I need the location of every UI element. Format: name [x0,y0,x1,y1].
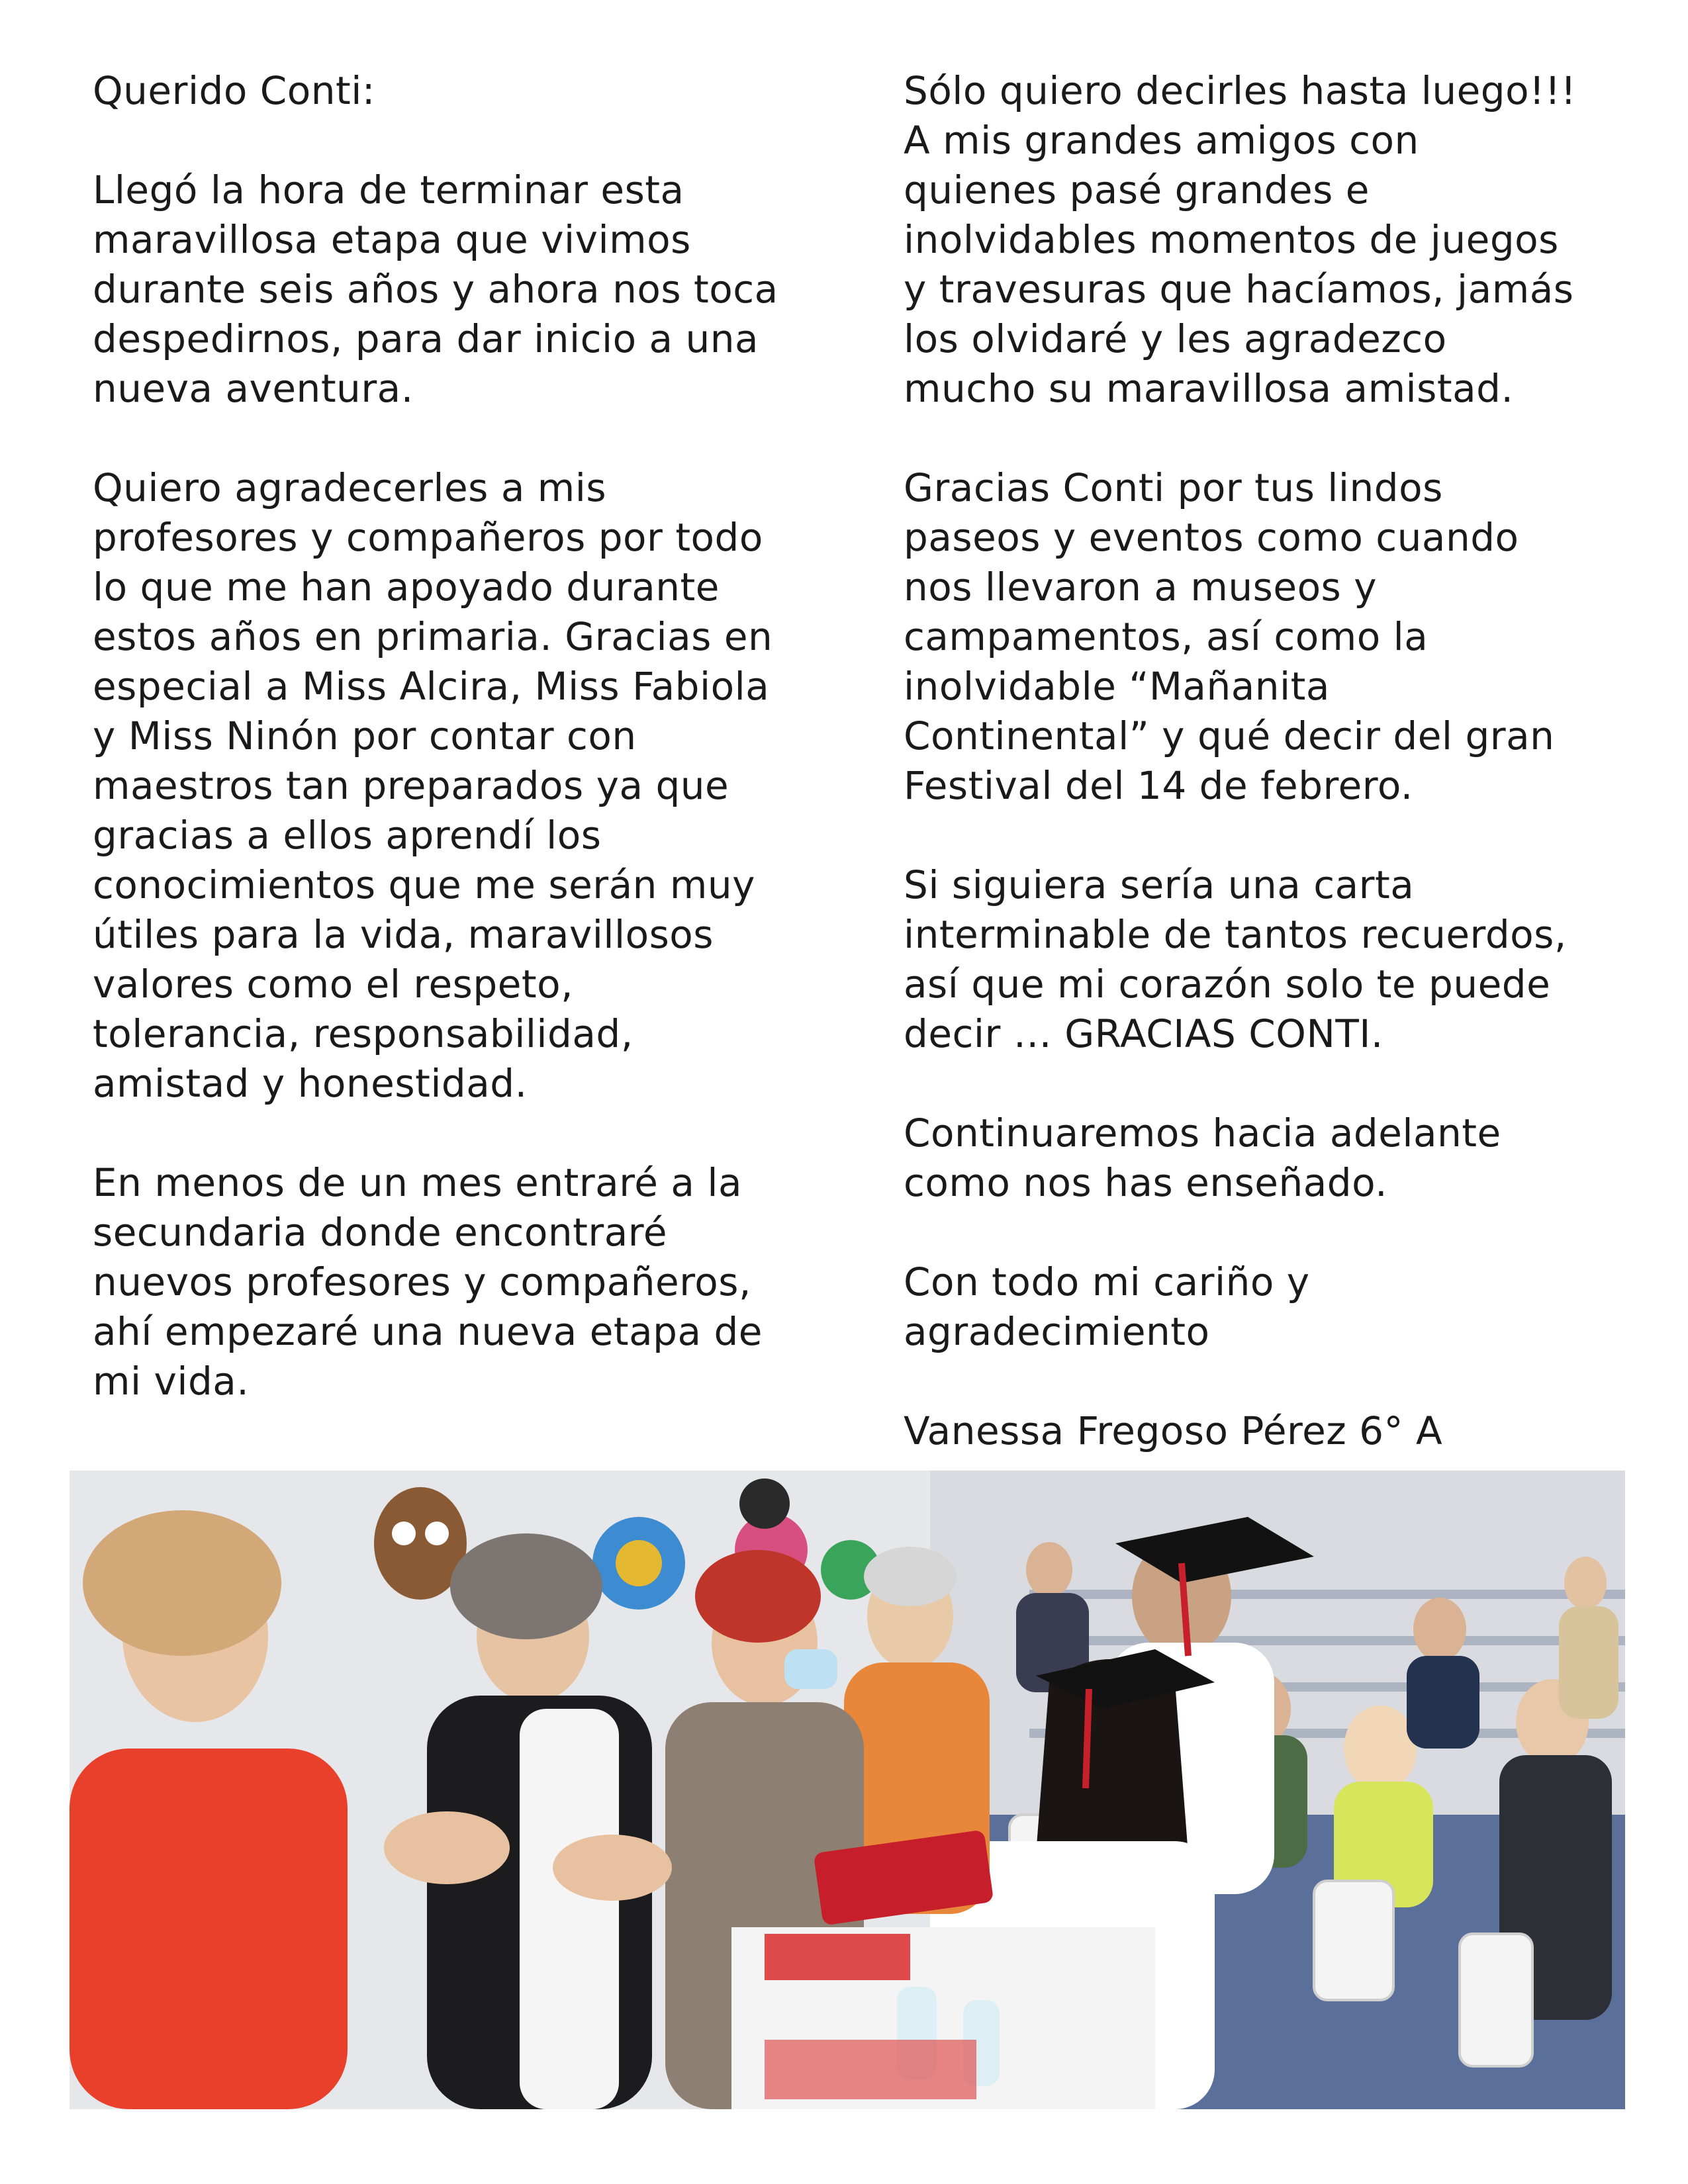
paragraph-thanks-teachers [93,463,834,1109]
photo-illustration [70,1471,1625,2109]
text-line: inolvidables momentos de juegos [904,217,1559,262]
text-line: profesores y compañeros por todo [93,515,763,560]
text-line: mi vida. [93,1359,250,1404]
text-line: nos llevaron a museos y [904,565,1378,610]
text-line: campamentos, así como la [904,614,1429,659]
text-line: En menos de un mes entraré a la [93,1160,743,1205]
text-line: despedirnos, para dar inicio a una [93,316,759,361]
letter-left-column [93,66,834,1456]
paragraph-events [904,463,1645,811]
text-line: Festival del 14 de febrero. [904,763,1413,808]
text-line: inolvidable “Mañanita [904,664,1330,709]
text-line: Continuaremos hacia adelante [904,1111,1501,1156]
text-line: y Miss Ninón por contar con [93,713,637,758]
text-line: amistad y honestidad. [93,1061,528,1106]
text-line: valores como el respeto, [93,962,574,1007]
text-line: nueva aventura. [93,366,414,411]
signature [904,1406,1645,1456]
text-line: A mis grandes amigos con [904,118,1419,163]
text-line: ahí empezaré una nueva etapa de [93,1309,763,1354]
closing [904,1257,1645,1357]
paragraph-forward [904,1109,1645,1208]
text-line: conocimientos que me serán muy [93,862,755,907]
text-line: maravillosa etapa que vivimos [93,217,691,262]
text-line: especial a Miss Alcira, Miss Fabiola [93,664,770,709]
letter-right-column [904,66,1645,1506]
text-line: gracias a ellos aprendí los [93,813,602,858]
text-line: interminable de tantos recuerdos, [904,912,1567,957]
text-line: mucho su maravillosa amistad. [904,366,1514,411]
paragraph-friends [904,66,1645,414]
paragraph-memories [904,860,1645,1059]
text-line: quienes pasé grandes e [904,167,1370,212]
text-line: Si siguiera sería una carta [904,862,1415,907]
text-line: así que mi corazón solo te puede [904,962,1551,1007]
text-line: durante seis años y ahora nos toca [93,267,778,312]
signature-name: Vanessa Fregoso Pérez 6° A [904,1408,1443,1453]
text-line: Sólo quiero decirles hasta luego!!! [904,68,1577,113]
text-line: Llegó la hora de terminar esta [93,167,684,212]
text-line: Con todo mi cariño y [904,1259,1310,1304]
text-line: agradecimiento [904,1309,1210,1354]
text-line: y travesuras que hacíamos, jamás [904,267,1574,312]
text-line: como nos has enseñado. [904,1160,1388,1205]
paragraph-secundaria [93,1158,834,1406]
text-line: útiles para la vida, maravillosos [93,912,714,957]
text-line: los olvidaré y les agradezco [904,316,1447,361]
graduation-ceremony-photo [70,1471,1625,2109]
text-line: nuevos profesores y compañeros, [93,1259,751,1304]
text-line: estos años en primaria. Gracias en [93,614,773,659]
greeting [93,66,834,116]
text-line: lo que me han apoyado durante [93,565,720,610]
text-line: secundaria donde encontraré [93,1210,668,1255]
paragraph-intro [93,165,834,414]
text-line: Querido Conti: [93,68,375,113]
text-line: maestros tan preparados ya que [93,763,729,808]
text-line: Continental” y qué decir del gran [904,713,1555,758]
text-line: Quiero agradecerles a mis [93,465,607,510]
text-line: decir … GRACIAS CONTI. [904,1011,1383,1056]
text-line: Gracias Conti por tus lindos [904,465,1443,510]
text-line: paseos y eventos como cuando [904,515,1519,560]
text-line: tolerancia, responsabilidad, [93,1011,633,1056]
